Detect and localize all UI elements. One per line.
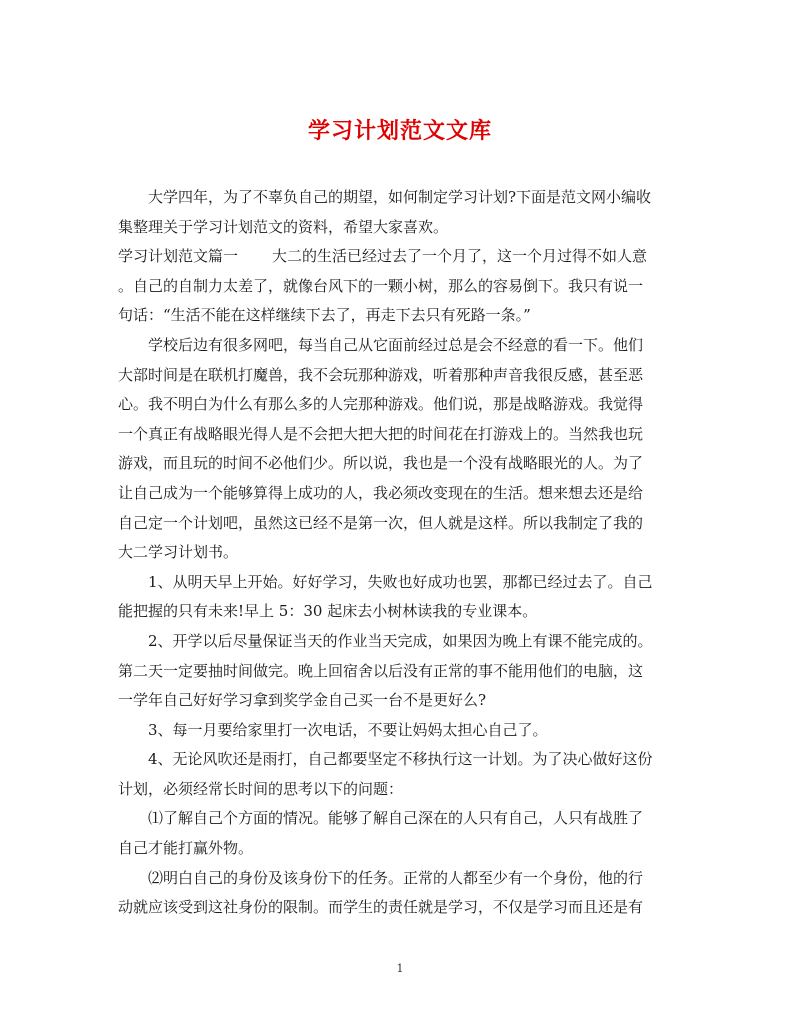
text-line: [118, 242, 684, 272]
text-line: 1、从明天早上开始。好好学习，失败也好成功也罢，那都已经过去了。自己: [148, 572, 653, 591]
text-line: 一个真正有战略眼光得人是不会把大把大把的时间花在打游戏上的。当然我也玩: [118, 424, 644, 443]
text-line: 自己定一个计划吧，虽然这已经不是第一次，但人就是这样。所以我制定了我的: [118, 513, 644, 532]
document-title: 学习计划范文文库: [307, 118, 492, 144]
text-line: 大二学习计划书。: [118, 543, 239, 562]
text-line: 计划，必须经常长时间的思考以下的问题：: [118, 779, 404, 798]
text-line: 集整理关于学习计划范文的资料，希望大家喜欢。: [118, 217, 449, 236]
text-line: 让自己成为一个能够算得上成功的人，我必须改变现在的生活。想来想去还是给: [118, 483, 644, 502]
text-line: ⑴了解自己个方面的情况。能够了解自己深在的人只有自己，人只有战胜了: [148, 809, 644, 828]
text-line: 心。我不明白为什么有那么多的人完那种游戏。他们说，那是战略游戏。我觉得: [118, 395, 644, 414]
text-segment: 大二的生活已经过去了一个月了，这一个月过得不如人意: [272, 247, 648, 266]
section-heading: 学习计划范文篇一: [118, 247, 239, 266]
text-line: 。自己的自制力太差了，就像台风下的一颗小树，那么的容易倒下。我只有说一: [118, 276, 644, 295]
text-line: 第二天一定要抽时间做完。晚上回宿舍以后没有正常的事不能用他们的电脑，这: [118, 661, 644, 680]
text-line: 学校后边有很多网吧，每当自己从它面前经过总是会不经意的看一下。他们: [148, 335, 644, 354]
text-line: ⑵明白自己的身份及该身份下的任务。正常的人都至少有一个身份，他的行: [148, 868, 644, 887]
text-line: 2、开学以后尽量保证当天的作业当天完成，如果因为晚上有课不能完成的。: [148, 631, 653, 650]
text-line: 动就应该受到这社身份的限制。而学生的责任就是学习，不仅是学习而且还是有: [118, 898, 644, 917]
text-line: 3、每一月要给家里打一次电话，不要让妈妈太担心自己了。: [148, 720, 548, 739]
text-line: 自己才能打赢外物。: [118, 839, 254, 858]
text-line: 句话：“生活不能在这样继续下去了，再走下去只有死路一条。”: [118, 306, 531, 325]
text-line: 大学四年，为了不辜负自己的期望，如何制定学习计划?下面是范文网小编收: [148, 188, 652, 206]
text-line: 一学年自己好好学习拿到奖学金自己买一台不是更好么?: [118, 691, 487, 710]
text-line: 能把握的只有未来!早上 5：30 起床去小树林读我的专业课本。: [118, 602, 538, 621]
page-number: 1: [396, 962, 404, 975]
text-line: 4、无论风吹还是雨打，自己都要坚定不移执行这一计划。为了决心做好这份: [148, 750, 653, 769]
text-line: 大部时间是在联机打魔兽，我不会玩那种游戏，听着那种声音我很反感，甚至恶: [118, 365, 644, 384]
text-line: 游戏，而且玩的时间不必他们少。所以说，我也是一个没有战略眼光的人。为了: [118, 454, 644, 473]
document-body: [118, 183, 684, 923]
